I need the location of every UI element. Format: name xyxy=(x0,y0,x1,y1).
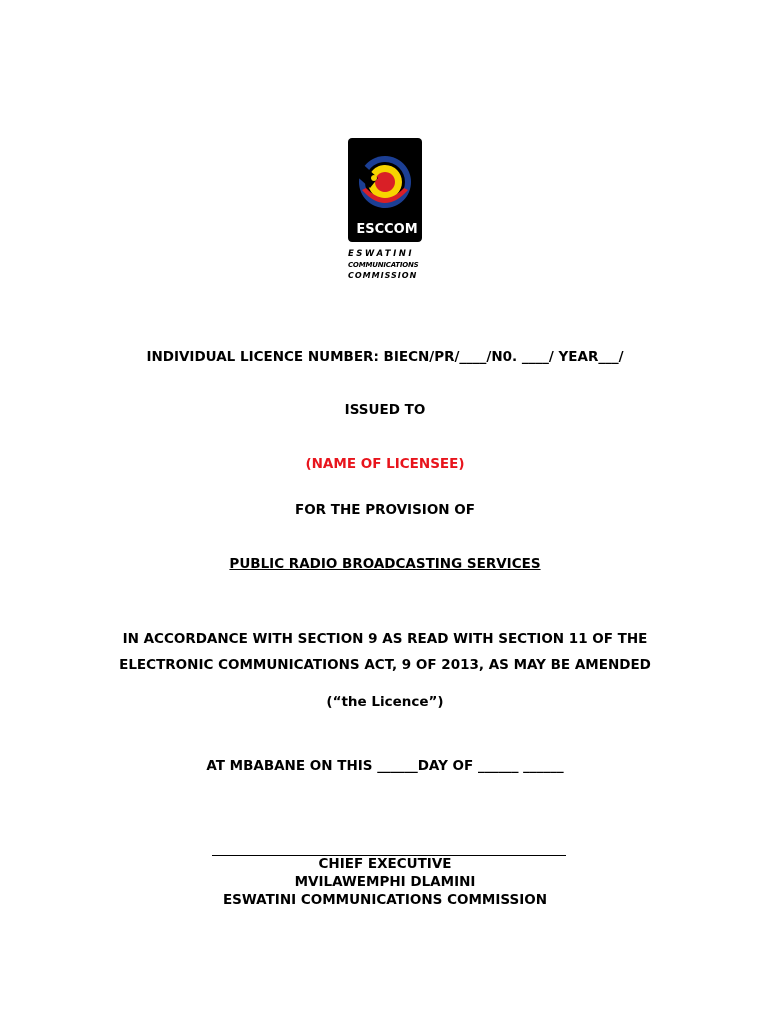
logo-emblem-icon xyxy=(348,138,422,222)
date-line: AT MBABANE ON THIS ______DAY OF ______ ______ xyxy=(206,758,564,774)
licence-number-line: INDIVIDUAL LICENCE NUMBER: BIECN/PR/____/N0. ____/ YEAR___/ xyxy=(146,349,624,365)
logo-line-eswatini: ESWATINI xyxy=(348,249,415,259)
signatory-title: CHIEF EXECUTIVE xyxy=(318,856,452,872)
accordance-line-2: ELECTRONIC COMMUNICATIONS ACT, 9 OF 2013, AS MAY BE AMENDED xyxy=(119,657,651,673)
accordance-line-1: IN ACCORDANCE WITH SECTION 9 AS READ WITH SECTION 11 OF THE xyxy=(122,631,648,647)
provision-heading: FOR THE PROVISION OF xyxy=(294,502,475,518)
the-licence-label: (“the Licence”) xyxy=(326,694,444,710)
issued-to-heading: ISSUED TO xyxy=(344,402,426,418)
licensee-name-placeholder: (NAME OF LICENSEE) xyxy=(305,456,465,472)
signatory-name: MVILAWEMPHI DLAMINI xyxy=(294,874,476,890)
signatory-organization: ESWATINI COMMUNICATIONS COMMISSION xyxy=(222,892,548,908)
logo-wordmark: ESCCOM xyxy=(356,222,418,237)
logo-line-commission: COMMISSION xyxy=(348,271,418,280)
logo-line-communications: COMMUNICATIONS xyxy=(348,261,419,269)
esccom-logo xyxy=(346,138,426,283)
logo-emblem-box xyxy=(348,138,422,242)
service-title: PUBLIC RADIO BROADCASTING SERVICES xyxy=(229,556,541,572)
